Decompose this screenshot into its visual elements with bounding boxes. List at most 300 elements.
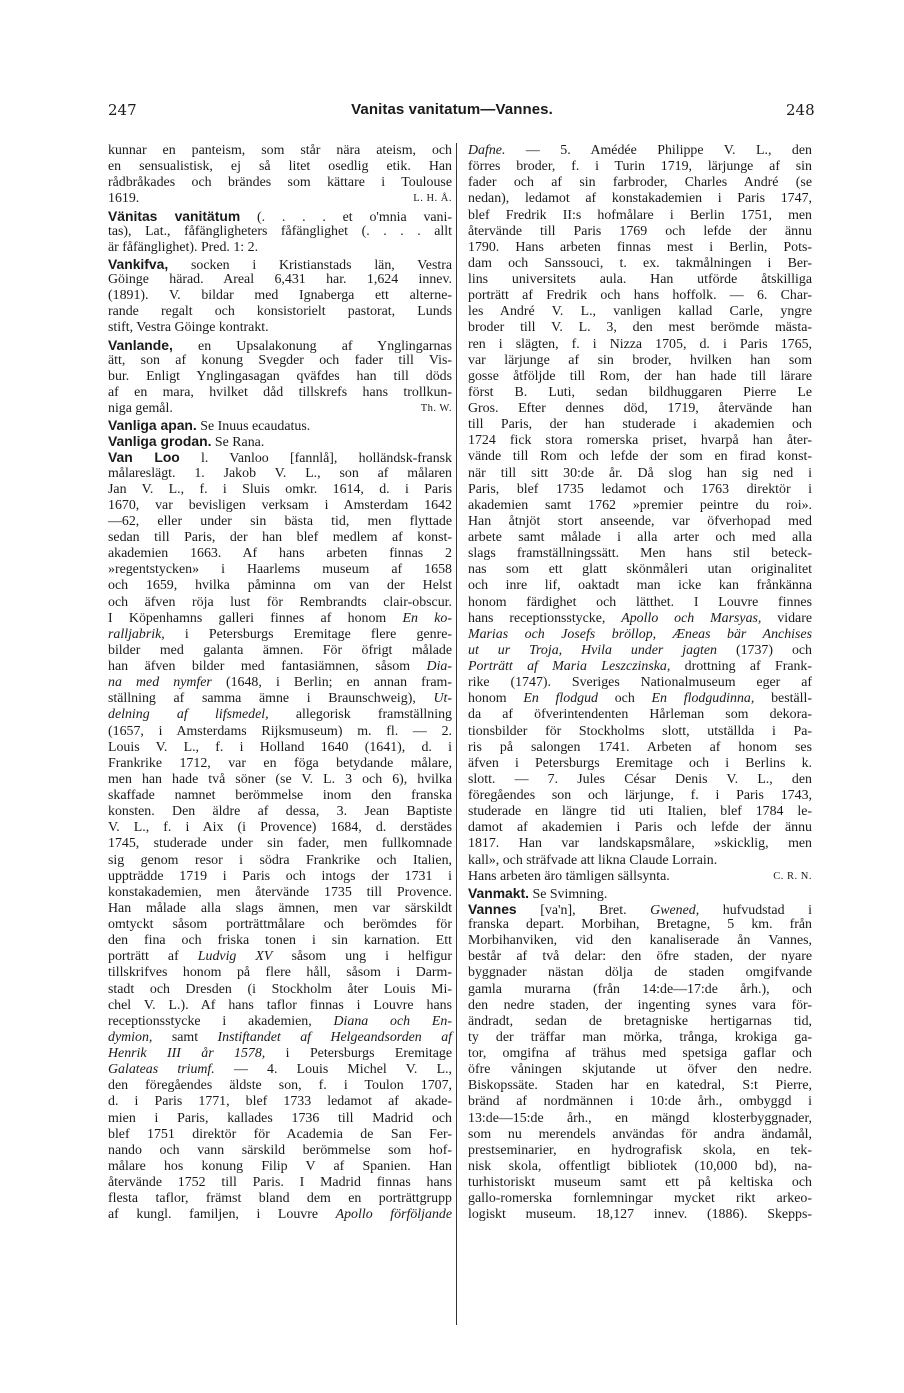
text-line [468, 998, 812, 1014]
text-segment: 1724 fick stora romerska priset, hvarpå han åter- [468, 433, 812, 449]
text-segment: — 5. Amédée Philippe V. L., den [505, 143, 812, 158]
text-segment: ty der träffar man mörka, trånga, krokiga ga- [468, 1029, 812, 1045]
text-segment: tas), Lat., fåfängligheters fåfänglighet (. . . . allt [108, 223, 452, 239]
text-line [468, 1143, 812, 1159]
text-segment: när till sitt 30:de år. Då slog han sig ned i [468, 465, 812, 481]
text-line [468, 804, 812, 820]
text-line [108, 385, 452, 401]
running-title: Vanitas vanitatum—Vannes. [351, 101, 553, 118]
text-line [468, 917, 812, 933]
text-segment: Ludvig XV [197, 949, 273, 965]
text-line [108, 1078, 452, 1094]
text-line [108, 175, 452, 191]
text-segment: bur. Enligt Ynglingasagan qväfdes han till döds [108, 368, 452, 384]
text-line [108, 595, 452, 611]
text-line [108, 417, 452, 433]
text-segment: den fina och friska tonen i sin karnation. Ett [108, 933, 452, 949]
text-segment: öfre våningen skjutande ut öfver den nedre. [468, 1062, 812, 1078]
text-line [108, 788, 452, 804]
text-line [468, 836, 812, 852]
entry-headword: Vänitas vanitätum [108, 207, 241, 224]
text-segment: Instiftandet af Helgeandsorden af [217, 1029, 452, 1045]
text-line [108, 675, 452, 691]
text-segment: —62, eller under sin bästa tid, men flyttade [108, 513, 452, 529]
text-line [468, 304, 812, 320]
text-line [108, 1175, 452, 1191]
text-line [468, 159, 812, 175]
text-segment: Porträtt af Maria Leszczinska, [468, 659, 671, 674]
text-line [468, 1175, 812, 1191]
text-line [108, 820, 452, 836]
text-segment: honom färdighet och lätthet. I Louvre finnes [468, 594, 812, 610]
text-segment: dam och Sanssouci, t. ex. takmålningen i Ber- [468, 255, 812, 271]
text-line [468, 885, 812, 901]
text-line [108, 256, 452, 272]
text-segment: beställ- [754, 691, 812, 707]
text-line [108, 304, 452, 320]
text-line [108, 1207, 452, 1223]
text-segment: 13:de—15:de årh., en mängd klosterbyggnader, [468, 1110, 812, 1126]
text-segment: kunnar en panteism, som står nära ateism, och [108, 143, 452, 158]
text-segment: Se Inuus ecaudatus. [196, 419, 311, 435]
text-segment: och äfven röja lust för Rembrandts clair-obscur. [108, 594, 452, 610]
text-line [108, 740, 452, 756]
text-segment: i Petersburgs Eremitage flere genre- [164, 626, 452, 642]
text-segment: nas som ett glatt skönmåleri utan originalitet [468, 562, 812, 578]
text-line [108, 1046, 452, 1062]
text-segment: uppträdde 1719 i Paris och intogs der 1731 i [108, 868, 452, 884]
text-line [108, 546, 452, 562]
text-line [108, 143, 452, 159]
text-line [468, 772, 812, 788]
text-segment: en Upsalakonung af Ynglingarnas [172, 338, 452, 354]
text-segment: är fåfänglighet). Pred. 1: 2. [108, 239, 259, 255]
text-segment: nando och vann särskild berömmelse som hof- [108, 1142, 452, 1158]
text-segment: Morbihanviken, vid den kanaliserade ån Vannes, [468, 933, 812, 949]
text-line [468, 175, 812, 191]
text-segment: fader och af sin farbroder, Charles André (se [468, 175, 812, 191]
text-segment: i Petersburgs Eremitage [265, 1046, 452, 1061]
text-line [468, 482, 812, 498]
text-segment: Apollo förföljande [335, 1207, 452, 1223]
text-line [468, 143, 812, 159]
text-segment: föregåendes son och lärjunge, f. i Paris 1743, [468, 788, 812, 803]
text-segment: och [597, 691, 652, 707]
text-line [468, 272, 812, 288]
text-segment: — 4. Louis Michel V. L., [214, 1062, 452, 1078]
text-segment: arbete samt målade i alla arter och med alla [468, 530, 812, 545]
text-line [468, 417, 812, 433]
text-line [108, 965, 452, 981]
text-segment: 1790. Hans arbeten finnas mest i Berlin, Pots- [468, 239, 812, 255]
text-segment: vidare [761, 610, 813, 626]
text-line [468, 756, 812, 772]
text-line [468, 208, 812, 224]
text-segment: hans receptionsstycke, [468, 610, 622, 626]
text-segment: porträtt af Fredrik och hans hoffolk. — 6. Char- [468, 288, 812, 304]
text-line [468, 707, 812, 723]
text-segment: Frankrike 1712, var en föga betydande målare, [108, 755, 452, 771]
text-line [108, 1127, 452, 1143]
page-header [0, 101, 904, 125]
text-segment: Diana och En- [333, 1013, 452, 1029]
left-column [108, 143, 452, 1223]
text-segment: chel V. L.). Af hans taflor finnas i Louvre hans [108, 997, 452, 1013]
text-segment: nedan), ledamot af konstakademien i Paris 1747, [468, 191, 812, 207]
text-line [468, 1111, 812, 1127]
text-segment: mien i Paris, kallades 1736 till Madrid och [108, 1110, 452, 1126]
text-segment: som nu merendels användas för andra ändamål, [468, 1126, 812, 1142]
text-segment: återvände till Paris 1769 och lefde der ännu [468, 223, 812, 239]
text-segment: rike (1747). Sveriges Nationalmuseum eger af [468, 675, 812, 691]
text-segment: byggnader nästan dölja de staden omgifvande [468, 965, 812, 981]
text-line [468, 675, 812, 691]
text-line [108, 901, 452, 917]
text-line [108, 1143, 452, 1159]
text-segment: l. Vanloo [fannlå], holländsk-fransk [179, 451, 452, 467]
text-segment: (. . . . et o'mnia vani- [240, 209, 452, 225]
text-segment: tillskrifves honom på flere håll, såsom i Darm- [108, 965, 452, 981]
text-line [108, 885, 452, 901]
text-segment: Marias och Josefs bröllop, Æneas bär Anchises [468, 626, 812, 642]
text-segment: logiskt museum. 18,127 innev. (1886). Skepps- [468, 1207, 812, 1223]
text-segment: V. L., f. i Aix (i Provence) 1684, d. derstädes [108, 820, 452, 836]
text-line [468, 498, 812, 514]
text-line [468, 595, 812, 611]
text-line [108, 240, 452, 256]
text-segment: slott. — 7. Jules César Denis V. L., den [468, 771, 812, 787]
text-segment: niga gemål. [108, 401, 173, 416]
text-line [468, 369, 812, 385]
text-segment: les André V. L., vanligen kallad Carle, yngre [468, 304, 812, 320]
text-line [468, 1078, 812, 1094]
text-segment: Louis V. L., f. i Holland 1640 (1641), d. i [108, 739, 452, 755]
text-line [108, 804, 452, 820]
text-line [108, 482, 452, 498]
text-line [468, 466, 812, 482]
text-segment: En flodgudinna, [651, 691, 755, 707]
text-segment: damot af akademien i Paris och lefde der ännu [468, 820, 812, 836]
text-segment: förres broder, f. i Turin 1719, lärjunge af sin [468, 159, 812, 175]
text-line [108, 466, 452, 482]
text-line [468, 353, 812, 369]
right-column [468, 143, 812, 1223]
text-segment: Han åtnjöt stort anseende, var öfverhopad med [468, 513, 812, 529]
text-segment: Galateas triumf. [108, 1062, 215, 1078]
text-segment: franska depart. Morbihan, Bretagne, 5 km. från [468, 917, 812, 932]
text-segment: en sensualistisk, ej så litet osedlig etik. Han [108, 159, 452, 175]
text-segment: såsom ung i helfigur [272, 949, 452, 965]
author-signature: C. R. N. [773, 870, 812, 882]
text-line [108, 724, 452, 740]
text-segment: gallo-romerska fornlemningar mycket rikt arkeo- [468, 1191, 812, 1207]
text-line [468, 853, 812, 869]
text-segment: socken i Kristianstads län, Vestra [168, 257, 452, 273]
text-line [468, 659, 812, 675]
text-segment: men han hade två söner (se V. L. 3 och 6), hvilka [108, 771, 452, 787]
text-line [468, 530, 812, 546]
text-segment: 1619. [108, 191, 140, 207]
text-segment: gosse åtföljde till Rom, der han hade till lärare [468, 368, 812, 384]
text-line [468, 949, 812, 965]
text-segment: Gwened, [650, 902, 700, 918]
text-segment: af en mara, hvilket dåd tillskrefs hans trollkun- [108, 384, 452, 400]
text-line [108, 433, 452, 449]
text-line [108, 562, 452, 578]
text-segment: sedan till Paris, der han blef medlem af konst- [108, 530, 452, 545]
text-line [468, 627, 812, 643]
text-segment: akademien 1663. Af hans arbeten finnas 2 [108, 546, 452, 562]
text-line [108, 949, 452, 965]
entry-headword: Vanliga grodan. [108, 433, 212, 450]
text-segment: Hans arbeten äro tämligen sällsynta. [468, 868, 670, 884]
text-line [468, 691, 812, 707]
text-line [468, 449, 812, 465]
text-segment: målare hos konung Filip V af Spanien. Han [108, 1158, 452, 1174]
text-line [468, 1159, 812, 1175]
text-segment: drottning af Frank- [670, 659, 813, 674]
text-segment: turhistoriskt museum samt ett på keltiska och [468, 1175, 812, 1190]
text-segment: Dafne. [468, 143, 506, 158]
text-line [468, 740, 812, 756]
text-line [468, 562, 812, 578]
text-segment: Biskopssäte. Staden har en katedral, S:t Pierre, [468, 1078, 812, 1094]
text-line [108, 514, 452, 530]
text-line [468, 514, 812, 530]
text-line [468, 1207, 812, 1223]
text-line [108, 401, 452, 417]
text-segment: Dia- [426, 659, 452, 674]
text-segment: blef Fredrik II:s hofmålare i Berlin 1751, men [468, 207, 812, 223]
text-line [108, 707, 452, 723]
text-segment: Han målade alla slags ämnen, men var särskildt [108, 900, 452, 916]
text-line [108, 982, 452, 998]
text-segment: broder till V. L. 3, den mest berömde mästa- [468, 320, 812, 336]
text-segment: och inre lif, oaktadt man icke kan frånkänna [468, 578, 812, 594]
text-line [108, 530, 452, 546]
text-line [108, 772, 452, 788]
text-segment: Jan V. L., f. i Sluis omkr. 1614, d. i Paris [108, 481, 452, 497]
text-segment: d. i Paris 1771, blef 1733 ledamot af akade- [108, 1094, 452, 1110]
text-segment: (1648, i Berlin; en annan fram- [211, 675, 452, 691]
column-divider [456, 143, 457, 1325]
text-segment: till Paris, der han studerade i akademien och [468, 417, 812, 433]
text-line [468, 1030, 812, 1046]
text-segment: allegorisk framställning [268, 707, 452, 723]
text-line [468, 240, 812, 256]
text-segment: konsten. Den äldre af dessa, 3. Jean Baptiste [108, 804, 452, 820]
text-line [108, 369, 452, 385]
text-line [108, 1014, 452, 1030]
text-segment: receptionsstycke i akademien, [108, 1013, 334, 1029]
author-signature: Th. W. [420, 403, 452, 414]
text-line [108, 208, 452, 224]
text-segment: ätt, son af konung Svegder och fader till Vis- [108, 352, 452, 368]
text-segment: (1657, i Amsterdams Rijksmuseum) m. fl. — 2. [108, 723, 452, 739]
text-segment: tor, omgifna af trähus med spetsiga gaflar och [468, 1046, 812, 1061]
entry-headword: Vanliga apan. [108, 417, 197, 434]
text-line [468, 611, 812, 627]
text-segment: var lärjunge af sin broder, hvilken han som [468, 352, 812, 368]
text-segment: En ko- [402, 610, 452, 626]
text-line [468, 965, 812, 981]
text-segment: Se Svimning. [529, 886, 608, 902]
text-segment: Göinge härad. Areal 6,431 har. 1,624 innev. [108, 272, 452, 287]
text-line [468, 256, 812, 272]
text-line [108, 353, 452, 369]
text-line [108, 917, 452, 933]
text-line [468, 1062, 812, 1078]
text-line [108, 836, 452, 852]
text-segment: består af två delar: den öfre staden, der nyare [468, 949, 812, 965]
text-line [108, 320, 452, 336]
text-segment: sig genom resor i södra Frankrike och Italien, [108, 852, 452, 868]
text-line [108, 933, 452, 949]
author-signature: L. H. Å. [413, 193, 452, 205]
text-segment: 1745, studerade under sin fader, men fullkomnade [108, 836, 452, 852]
text-segment: bilder med galanta ämnen. För öfrigt målade [108, 642, 452, 658]
text-segment: den nedre staden, der ingenting synes vara för- [468, 997, 812, 1013]
text-segment: Gros. Efter dennes död, 1719, återvände han [468, 401, 812, 416]
text-line [108, 159, 452, 175]
text-segment: Paris, blef 1735 ledamot och 1763 direktör i [468, 481, 812, 497]
text-line [108, 627, 452, 643]
text-segment: ställning af samma ämne i Braunschweig), [108, 691, 434, 707]
text-segment: En flodgud [523, 691, 598, 707]
text-segment: den föregåendes äldste son, f. i Toulon 1707, [108, 1078, 452, 1094]
text-segment: ralljabrik, [108, 626, 165, 642]
text-segment: (1737) och [717, 642, 812, 658]
entry-headword: Vannes [468, 900, 517, 917]
text-segment: dymion, [108, 1029, 153, 1045]
text-segment: »regentstycken» i Haarlems museum af 1658 [108, 562, 452, 578]
text-line [108, 643, 452, 659]
text-line [108, 1094, 452, 1110]
text-segment: 1817. Han var landskapsmålare, »skicklig, men [468, 836, 812, 852]
text-line [468, 1046, 812, 1062]
text-line [108, 1111, 452, 1127]
text-line [468, 578, 812, 594]
text-segment: da af öfverintendenten Hårleman som dekora- [468, 707, 812, 723]
text-line [108, 998, 452, 1014]
text-segment: honom [468, 691, 524, 707]
text-segment: delning af lifsmedel, [108, 707, 269, 723]
text-line [108, 1159, 452, 1175]
text-segment: han äfven bilder med fantasiämnen, såsom [108, 659, 427, 674]
text-line [108, 611, 452, 627]
text-line [108, 691, 452, 707]
text-line [468, 401, 812, 417]
text-segment: målareslägt. 1. Jakob V. L., son af målaren [108, 465, 452, 481]
text-line [468, 788, 812, 804]
text-line [468, 433, 812, 449]
text-line [108, 756, 452, 772]
text-line [468, 820, 812, 836]
text-segment: vände till Rom och lefde der som en firad konst- [468, 449, 812, 465]
text-line [468, 1191, 812, 1207]
text-line [108, 498, 452, 514]
entry-headword: Vanlande, [108, 336, 173, 353]
text-segment: studerade en längre tid uti Italien, blef 1784 le- [468, 804, 812, 820]
text-line [108, 288, 452, 304]
text-segment: bränd af nordmännen i 10:de årh., ombyggd i [468, 1094, 812, 1110]
text-segment: 1670, var bevisligen verksam i Amsterdam 1642 [108, 497, 452, 513]
text-segment: hufvudstad i [699, 902, 812, 918]
text-segment: af kungl. familjen, i Louvre [108, 1207, 336, 1223]
entry-headword: Vankifva, [108, 255, 169, 272]
text-segment: och 1659, hvilka påminna om van der Helst [108, 578, 452, 594]
text-line [468, 1127, 812, 1143]
text-segment: Henrik III år 1578, [108, 1046, 266, 1061]
text-line [108, 869, 452, 885]
text-line [468, 869, 812, 885]
text-line [108, 1062, 452, 1078]
text-line [468, 1014, 812, 1030]
text-segment: I Köpenhamns galleri finnes af honom [108, 610, 403, 626]
text-segment: ut ur Troja, Hvila under jagten [468, 642, 717, 658]
text-segment: (1891). V. bildar med Ignaberga ett alterne- [108, 288, 452, 304]
text-line [108, 224, 452, 240]
text-line [468, 191, 812, 207]
text-segment: nisk skola, offentligt bibliotek (10,000 bd), na- [468, 1158, 812, 1174]
text-segment: stadt och Dresden (i Stockholm åter Louis Mi- [108, 981, 452, 997]
text-segment: samt [152, 1029, 218, 1045]
text-segment: Se Rana. [211, 435, 265, 451]
text-segment: Ut- [433, 691, 452, 707]
text-line [108, 578, 452, 594]
text-segment: prestseminarier, en hydrografisk skola, en tek- [468, 1142, 812, 1158]
text-segment: stift, Vestra Göinge kontrakt. [108, 320, 269, 336]
text-line [468, 288, 812, 304]
text-line [108, 449, 452, 465]
text-line [108, 337, 452, 353]
text-line [468, 546, 812, 562]
text-line [468, 724, 812, 740]
text-segment: först B. Luti, sedan bildhuggaren Pierre Le [468, 384, 812, 400]
text-line [108, 1030, 452, 1046]
text-segment: ren i slägten, f. i Nizza 1705, d. i Paris 1765, [468, 336, 812, 352]
text-segment: rande regalt och konsistorielt pastorat, Lunds [108, 304, 452, 320]
text-segment: gamla murarna (från 14:de—17:de årh.), och [468, 981, 812, 997]
text-segment: återvände 1752 till Paris. I Madrid finnas hans [108, 1175, 452, 1190]
entry-headword: Vanmakt. [468, 884, 529, 901]
text-segment: ris på salongen 1741. Arbeten af honom ses [468, 739, 812, 755]
text-segment: konstakademien, men återvände 1735 till Provence. [108, 884, 452, 900]
text-segment: kall», och sträfvade att likna Claude Lorrain. [468, 852, 718, 868]
text-line [468, 320, 812, 336]
text-line [468, 933, 812, 949]
text-line [468, 224, 812, 240]
text-segment: rådbråkades och brändes som kättare i Toulouse [108, 175, 452, 191]
text-line [468, 337, 812, 353]
text-segment: tionsbilder för Stockholms slott, utställda i Pa- [468, 723, 812, 739]
text-line [468, 643, 812, 659]
text-line [108, 659, 452, 675]
text-line [468, 1094, 812, 1110]
text-line [108, 1191, 452, 1207]
text-segment: porträtt af [108, 949, 198, 965]
entry-headword: Van Loo [108, 449, 180, 466]
text-segment: flesta taflor, främst bland dem en porträttgrupp [108, 1191, 452, 1207]
text-line [108, 853, 452, 869]
text-segment: Apollo och Marsyas, [621, 610, 762, 626]
text-segment: lins universitets aula. Han utförde åtskilliga [468, 272, 812, 287]
text-line [108, 191, 452, 207]
right-page-number: 248 [786, 101, 815, 119]
text-segment: ändradt, sedan de bretagniske hertigarnas tid, [468, 1013, 812, 1029]
text-line [468, 982, 812, 998]
text-segment: äfven i Petersburgs Eremitage och i Berlins k. [468, 755, 812, 771]
